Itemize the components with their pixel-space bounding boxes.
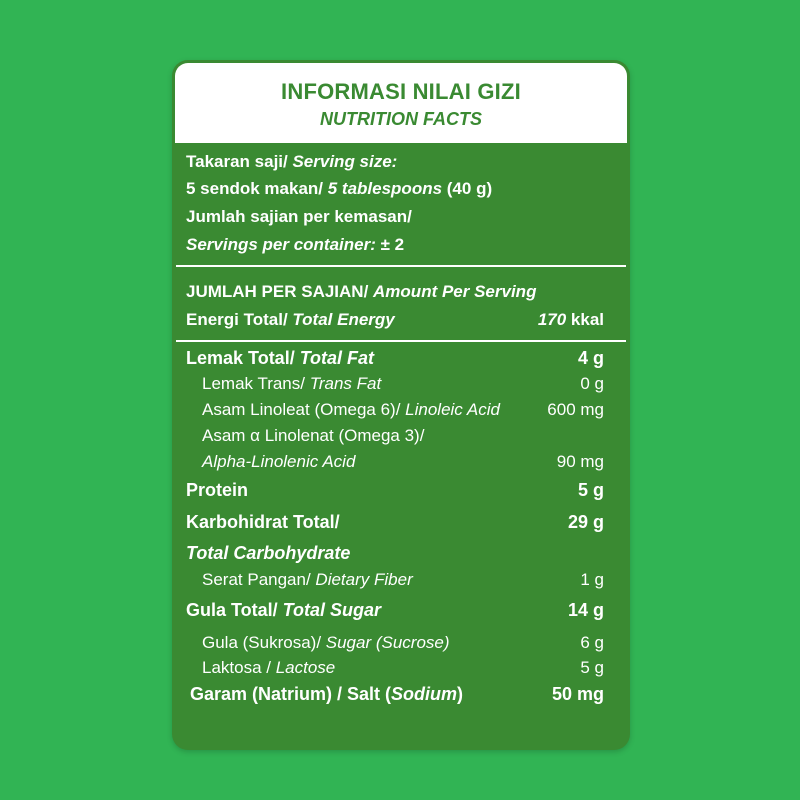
- nutrient-row-carbohydrate-en: [186, 543, 604, 567]
- linoleic-value: 600 mg: [547, 400, 604, 419]
- linoleic-label: [202, 400, 500, 420]
- divider-top: [176, 265, 626, 267]
- alpha-label-id: Asam α Linolenat (Omega 3)/: [202, 426, 425, 445]
- serving-size-value-id: 5 sendok makan/: [186, 179, 328, 198]
- sucrose-value: 6 g: [580, 633, 604, 652]
- salt-label-id: Garam (Natrium) / Salt (: [190, 684, 392, 704]
- energy-row: [186, 310, 604, 334]
- divider-middle: [176, 340, 626, 342]
- label-subtitle: NUTRITION FACTS: [320, 109, 482, 129]
- carbohydrate-label-en: Total Carbohydrate: [186, 543, 351, 563]
- serving-size-label: [186, 152, 397, 172]
- serving-size-value: [186, 179, 492, 199]
- nutrient-row-alpha-label: [186, 426, 604, 450]
- energy-number: 170: [537, 310, 567, 329]
- total-fat-value: 4 g: [577, 348, 604, 368]
- serving-size-label-en: Serving size:: [292, 152, 398, 171]
- nutrient-row-alpha: [186, 452, 604, 476]
- trans-fat-value: 0 g: [580, 374, 604, 393]
- servings-per-container: [186, 235, 404, 255]
- lactose-value: 5 g: [580, 658, 604, 677]
- lactose-label-id: Laktosa /: [202, 658, 276, 677]
- label-title: INFORMASI NILAI GIZI: [281, 79, 521, 104]
- salt-label: [190, 684, 463, 705]
- alpha-value: 90 mg: [556, 452, 604, 471]
- alpha-label-en: Alpha-Linolenic Acid: [202, 452, 356, 471]
- fiber-label: [202, 570, 413, 590]
- nutrient-row-trans-fat: [186, 374, 604, 398]
- label-header: [175, 63, 627, 143]
- lactose-label: [202, 658, 335, 678]
- sucrose-label: [202, 633, 450, 653]
- energy-label-en: Total Energy: [292, 310, 395, 329]
- amount-heading-id: JUMLAH PER SAJIAN/: [186, 282, 374, 301]
- sucrose-label-id: Gula (Sukrosa)/: [202, 633, 326, 652]
- serving-size-label-id: Takaran saji/: [186, 152, 293, 171]
- nutrient-row-linoleic: [186, 400, 604, 424]
- nutrient-row-total-sugar: [186, 600, 604, 624]
- carbohydrate-value: 29 g: [567, 512, 604, 532]
- energy-label: [186, 310, 395, 330]
- total-fat-label-en: Total Fat: [299, 348, 375, 368]
- protein-value: 5 g: [577, 480, 604, 500]
- carbohydrate-label-id: Karbohidrat Total/: [186, 512, 340, 532]
- lactose-label-en: Lactose: [275, 658, 336, 677]
- fiber-label-id: Serat Pangan/: [202, 570, 316, 589]
- trans-fat-label: [202, 374, 381, 394]
- total-fat-label: [186, 348, 374, 369]
- sucrose-label-en: Sugar (Sucrose): [325, 633, 450, 652]
- nutrition-label: [172, 60, 630, 750]
- nutrient-row-salt: [190, 684, 604, 708]
- trans-fat-label-en: Trans Fat: [309, 374, 382, 393]
- total-sugar-label-id: Gula Total/: [186, 600, 283, 620]
- linoleic-label-en: Linoleic Acid: [405, 400, 500, 419]
- fiber-value: 1 g: [580, 570, 604, 589]
- protein-label: Protein: [186, 480, 249, 500]
- amount-per-serving-heading: [186, 282, 536, 302]
- serving-size-value-en: 5 tablespoons: [327, 179, 443, 198]
- nutrient-row-total-fat: [186, 348, 604, 372]
- nutrient-row-sucrose: [186, 633, 604, 657]
- total-fat-label-id: Lemak Total/: [186, 348, 300, 368]
- nutrient-row-carbohydrate: [186, 512, 604, 536]
- servings-per-container-en: Servings per container:: [186, 235, 381, 254]
- salt-label-en: Sodium: [391, 684, 458, 704]
- energy-label-id: Energi Total/: [186, 310, 293, 329]
- total-sugar-label: [186, 600, 381, 621]
- servings-per-container-label-id: Jumlah sajian per kemasan/: [186, 207, 412, 226]
- energy-unit: kkal: [566, 310, 604, 329]
- salt-value: 50 mg: [551, 684, 604, 704]
- nutrient-row-lactose: [186, 658, 604, 682]
- energy-value: [538, 310, 604, 330]
- nutrient-row-fiber: [186, 570, 604, 594]
- linoleic-label-id: Asam Linoleat (Omega 6)/: [202, 400, 406, 419]
- nutrient-row-protein: [186, 480, 604, 504]
- total-sugar-label-en: Total Sugar: [282, 600, 382, 620]
- salt-label-close: ): [457, 684, 464, 704]
- total-sugar-value: 14 g: [567, 600, 604, 620]
- fiber-label-en: Dietary Fiber: [315, 570, 413, 589]
- serving-size-grams: (40 g): [442, 179, 493, 198]
- trans-fat-label-id: Lemak Trans/: [202, 374, 310, 393]
- amount-heading-en: Amount Per Serving: [373, 282, 537, 301]
- servings-per-container-value: ± 2: [380, 235, 405, 254]
